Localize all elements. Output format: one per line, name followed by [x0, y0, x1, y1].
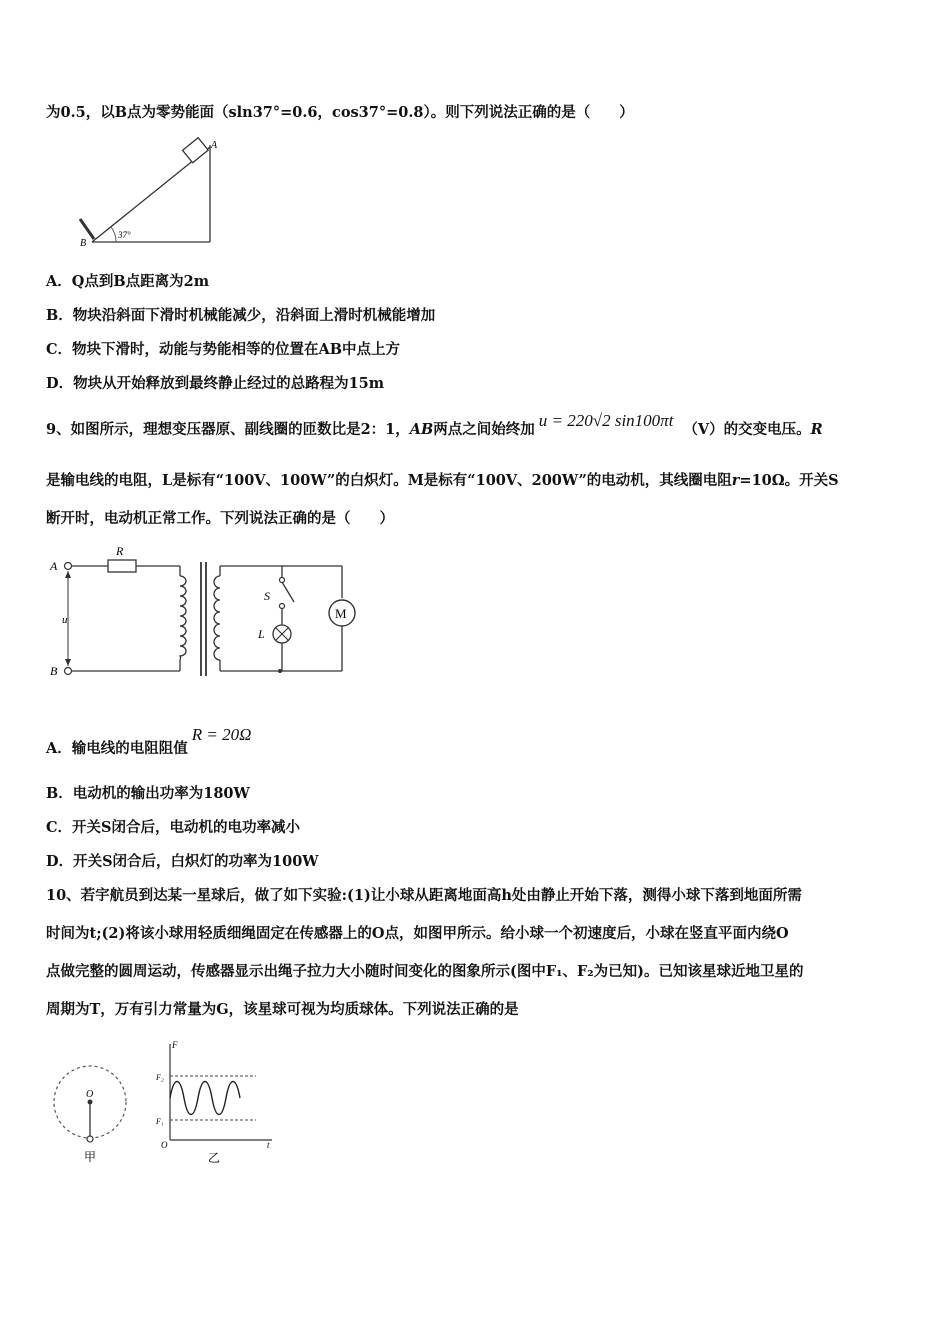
q9-label-l: L [258, 627, 265, 641]
q10-jia-caption: 甲 [84, 1150, 97, 1164]
q8-incline-figure [70, 135, 230, 250]
q10-figure-jia [50, 1062, 130, 1167]
q9-text-c: （V）的交变电压。 [683, 421, 811, 438]
q10-line-4: 周期为T，万有引力常量为G，该星球可视为均质球体。下列说法正确的是 [46, 1001, 519, 1018]
q9-voltage-formula: u = 220√2 sin100πt [538, 411, 674, 430]
q9-label-m: M [335, 606, 347, 621]
q9-option-c: C．开关S闭合后，电动机的电功率减小 [46, 819, 301, 836]
q9-circuit-figure [44, 540, 364, 685]
q10-yi-label-f2: F₂ [156, 1073, 164, 1082]
q10-line-2: 时间为t;(2)将该小球用轻质细绳固定在传感器上的O点，如图甲所示。给小球一个初速度后，小球在竖直平面内绕O [46, 925, 789, 942]
q8-option-c: C．物块下滑时，动能与势能相等的位置在AB中点上方 [46, 341, 401, 358]
q8-label-b: B [80, 238, 87, 249]
q9-label-a: A [50, 559, 58, 573]
q9-label-u: u [62, 614, 68, 626]
q9-option-a-text: A．输电线的电阻阻值 [46, 740, 188, 757]
q10-figure-yi [150, 1038, 280, 1168]
q9-text-e: =10Ω。开关S [739, 472, 839, 489]
q9-text-a: 9、如图所示，理想变压器原、副线圈的匝数比是2：1， [46, 421, 410, 438]
q10-line-3: 点做完整的圆周运动，传感器显示出绳子拉力大小随时间变化的图象所示(图中F₁、F₂为已知)。已知该星球近地卫星的 [46, 963, 804, 980]
q9-option-b: B．电动机的输出功率为180W [46, 785, 250, 802]
q9-label-b: B [50, 664, 58, 678]
q9-line-2 [46, 469, 839, 490]
q10-yi-label-f: F [172, 1040, 178, 1050]
q10-yi-label-t: t [267, 1140, 270, 1150]
q10-yi-label-o: O [161, 1140, 168, 1150]
q10-yi-label-f1: F₁ [156, 1117, 164, 1126]
q9-label-s: S [264, 589, 270, 603]
q9-r: R [810, 421, 823, 438]
q9-option-a [46, 725, 252, 758]
q9-text-b: 两点之间始终加 [433, 421, 535, 438]
q8-option-b: B．物块沿斜面下滑时机械能减少，沿斜面上滑时机械能增加 [46, 307, 436, 324]
q10-line-1: 10、若宇航员到达某一星球后，做了如下实验:(1)让小球从距离地面高h处由静止开始下落，测得小球下落到地面所需 [46, 887, 802, 904]
q9-option-a-formula: R = 20Ω [191, 725, 252, 744]
q9-r-small: r [731, 472, 740, 489]
q8-option-a: A．Q点到B点距离为2m [46, 273, 210, 290]
q9-line-1 [46, 411, 823, 439]
q9-ab: AB [409, 421, 434, 438]
q8-option-d: D．物块从开始释放到最终静止经过的总路程为15m [46, 375, 385, 392]
q8-intro: 为0.5，以B点为零势能面（sln37°=0.6，cos37°=0.8）。则下列说法正确的是（ ） [46, 104, 634, 121]
q10-yi-caption: 乙 [208, 1151, 221, 1165]
q9-text-d: 是输电线的电阻，L是标有“100V、100W”的白炽灯。M是标有“100V、200W”的电动机，其线圈电阻 [46, 472, 732, 489]
q9-label-r: R [116, 544, 124, 558]
q8-angle-label: 37° [118, 230, 131, 240]
q9-option-d: D．开关S闭合后，白炽灯的功率为100W [46, 853, 319, 870]
q10-jia-label-o: O [86, 1089, 94, 1100]
q9-line-3: 断开时，电动机正常工作。下列说法正确的是（ ） [46, 510, 394, 527]
q8-label-a: A [211, 140, 218, 151]
